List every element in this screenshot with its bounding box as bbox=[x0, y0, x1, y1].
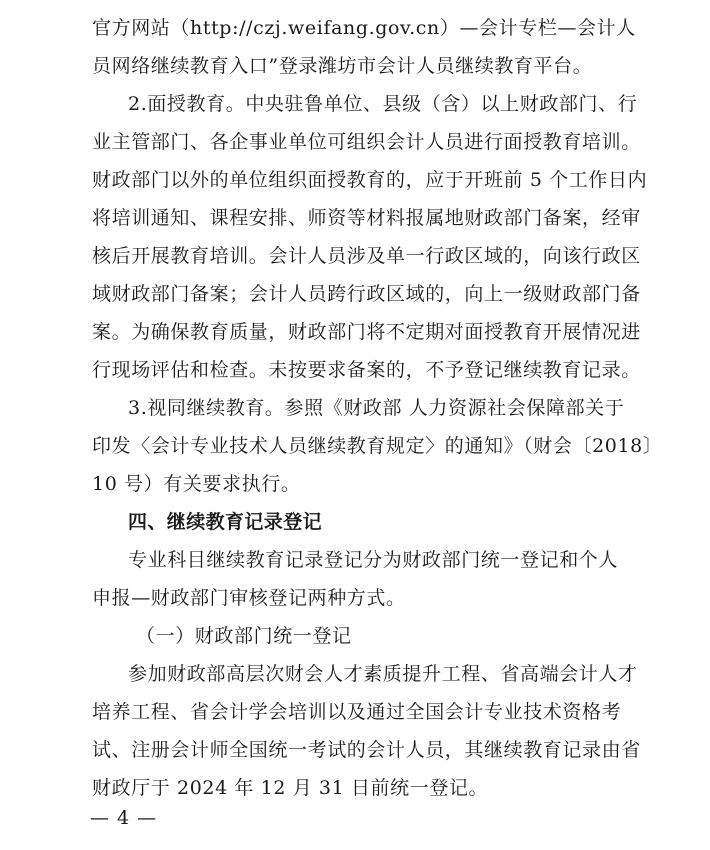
text-line: 试、注册会计师全国统一考试的会计人员，其继续教育记录由省 bbox=[92, 739, 641, 761]
text-line: 业主管部门、各企事业单位可组织会计人员进行面授教育培训。 bbox=[92, 131, 641, 153]
text-line: 财政部门以外的单位组织面授教育的，应于开班前 5 个工作日内 bbox=[92, 169, 648, 191]
text-line: 将培训通知、课程安排、师资等材料报属地财政部门备案，经审 bbox=[92, 207, 641, 229]
text-line: 员网络继续教育入口”登录潍坊市会计人员继续教育平台。 bbox=[92, 55, 593, 77]
text-line: 案。为确保教育质量，财政部门将不定期对面授教育开展情况进 bbox=[92, 321, 641, 343]
page-number: — 4 — bbox=[90, 807, 158, 829]
text-line: 核后开展教育培训。会计人员涉及单一行政区域的，向该行政区 bbox=[92, 245, 641, 267]
paragraph-start: 参加财政部高层次财会人才素质提升工程、省高端会计人才 bbox=[128, 663, 638, 685]
text-line: 申报—财政部门审核登记两种方式。 bbox=[92, 587, 406, 609]
paragraph-2-start: 2.面授教育。中央驻鲁单位、县级（含）以上财政部门、行 bbox=[128, 93, 638, 115]
text-line: 10 号）有关要求执行。 bbox=[92, 473, 301, 495]
text-line: 官方网站（http://czj.weifang.gov.cn）—会计专栏—会计人 bbox=[92, 17, 636, 39]
text-line: 印发〈会计专业技术人员继续教育规定〉的通知》（财会〔2018〕 bbox=[92, 435, 663, 457]
subsection-heading: （一）财政部门统一登记 bbox=[136, 625, 352, 647]
text-line: 域财政部门备案；会计人员跨行政区域的，向上一级财政部门备 bbox=[92, 283, 641, 305]
paragraph-3-start: 3.视同继续教育。参照《财政部 人力资源社会保障部关于 bbox=[128, 397, 625, 419]
text-line: 财政厅于 2024 年 12 月 31 日前统一登记。 bbox=[92, 777, 489, 799]
paragraph-start: 专业科目继续教育记录登记分为财政部门统一登记和个人 bbox=[128, 549, 619, 571]
text-line: 行现场评估和检查。未按要求备案的，不予登记继续教育记录。 bbox=[92, 359, 641, 381]
section-heading: 四、继续教育记录登记 bbox=[128, 511, 323, 533]
text-line: 培养工程、省会计学会培训以及通过全国会计专业技术资格考 bbox=[92, 701, 622, 723]
